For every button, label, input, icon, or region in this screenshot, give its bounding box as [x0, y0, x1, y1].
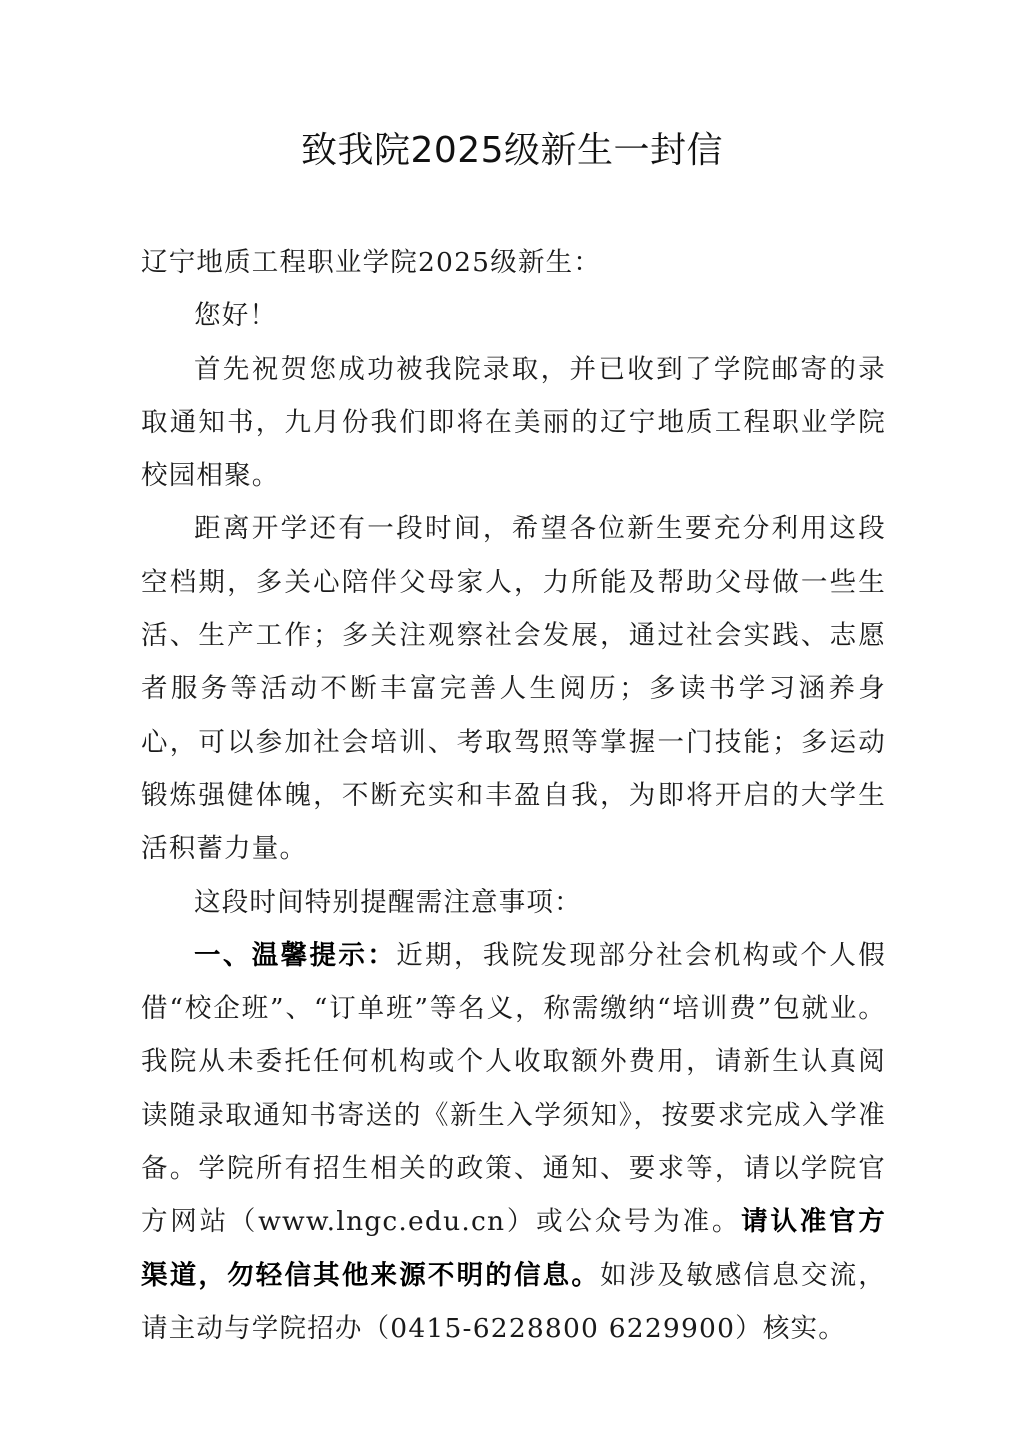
- greeting: 您好！: [194, 300, 278, 332]
- salutation: 辽宁地质工程职业学院2025级新生：: [141, 247, 602, 278]
- document-title: 致我院2025级新生一封信: [300, 130, 724, 171]
- notice-heading: 一、温馨提示：: [194, 939, 397, 971]
- notice-emphasis: 请认准官方渠道，勿轻信其他来源不明的信息。: [141, 1206, 886, 1291]
- paragraph-congratulations: 首先祝贺您成功被我院录取，并已收到了学院邮寄的录取通知书，九月份我们即将在美丽的辽宁地质工程职业学院校园相聚。: [141, 353, 886, 492]
- paragraph-summer-advice: 距离开学还有一段时间，希望各位新生要充分利用这段空档期，多关心陪伴父母家人，力所能及帮助父母做一些生活、生产工作；多关注观察社会发展，通过社会实践、志愿者服务等活动不断丰富完善人生阅历；多读书学习涵养身心，可以参加社会培训、考取驾照等掌握一门技能；多运动锻炼强健体魄，不断充实和丰盈自我，为即将开启的大学生活积蓄力量。: [141, 513, 886, 865]
- notice-text-part2: 如涉及敏感信息交流，请主动与学院招办（0415-6228800 6229900）核实。: [141, 1259, 887, 1344]
- paragraph-notice: [141, 929, 886, 1355]
- paragraph-reminder-intro: 这段时间特别提醒需注意事项：: [194, 886, 582, 918]
- notice-text-part1: 近期，我院发现部分社会机构或个人假借“校企班”、“订单班”等名义，称需缴纳“培训费”包就业。我院从未委托任何机构或个人收取额外费用，请新生认真阅读随录取通知书寄送的《新生入学须知》，按要求完成入学准备。学院所有招生相关的政策、通知、要求等，请以学院官方网站（www.lngc.edu.cn）或公众号为准。: [141, 939, 887, 1238]
- letter-body: [141, 236, 886, 1355]
